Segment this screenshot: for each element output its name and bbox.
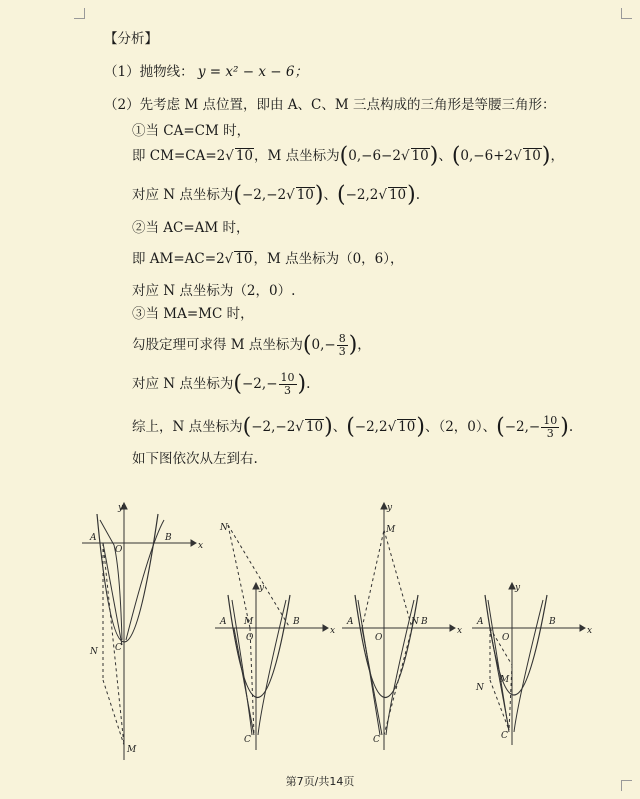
graph-4-label-c: C — [501, 731, 508, 741]
case-3-heading: ③当 MA=MC 时， — [132, 306, 254, 322]
figure-caption: 如下图依次从左到右. — [132, 451, 258, 467]
graph-3-label-x: x — [457, 626, 463, 636]
graph-2 — [215, 523, 335, 750]
graph-4-parabola — [485, 595, 547, 695]
graph-3-label-o: O — [375, 633, 383, 643]
graph-2-label-a: A — [220, 617, 227, 627]
section-header: 【分析】 — [104, 31, 158, 47]
graph-2-label-o: O — [246, 633, 254, 643]
graph-1-label-m: M — [127, 745, 137, 755]
graph-2-label-y: y — [259, 583, 265, 593]
graph-2-label-x: x — [330, 626, 336, 636]
graph-2-label-c: C — [244, 735, 251, 745]
graph-1-label-n: N — [90, 647, 98, 657]
part-2-intro: （2）先考虑 M 点位置，即由 A、C、M 三点构成的三角形是等腰三角形： — [104, 97, 556, 113]
graph-3-label-n: N — [411, 617, 419, 627]
graph-1-label-y: y — [118, 503, 124, 513]
graph-3-label-b: B — [421, 617, 428, 627]
case-1-m-coords: 即 CM=CA=2√ 10，M 点坐标为(0,−6−2√ 10)、(0,−6+2√ 10)， — [132, 143, 564, 169]
graph-1-label-b: B — [165, 533, 172, 543]
graph-4-label-a: A — [477, 617, 484, 627]
graph-3-label-m: M — [386, 525, 396, 535]
graph-4-label-n: N — [476, 683, 484, 693]
graph-1-label-a: A — [90, 533, 97, 543]
graph-4-label-b: B — [549, 617, 556, 627]
graph-2-label-n: N — [220, 523, 228, 533]
graph-1-label-c: C — [115, 643, 122, 653]
case-3-m-coords: 勾股定理可求得 M 点坐标为(0,− $\frac{8}{3}$ )， — [132, 332, 371, 358]
case-1-heading: ①当 CA=CM 时， — [132, 123, 251, 139]
graph-3-label-a: A — [347, 617, 354, 627]
graph-1-parabola — [97, 514, 158, 642]
graph-4-label-m: M — [500, 675, 510, 685]
graph-3-label-c: C — [373, 735, 380, 745]
summary-line: 综上，N 点坐标为(−2,−2√ 10)、(−2,2√ 10)、（2，0）、(−2,− $\frac{10}{3}$ ). — [132, 414, 574, 440]
page-footer: 第7页/共14页 — [285, 775, 355, 788]
case-2-n-coords: 对应 N 点坐标为（2，0）. — [132, 283, 296, 299]
graph-2-label-b: B — [293, 617, 300, 627]
case-1-n-coords: 对应 N 点坐标为(−2,−2√ 10)、(−2,2√ 10). — [132, 182, 421, 208]
graph-1-label-x: x — [198, 541, 204, 551]
graph-1-label-o: O — [115, 545, 123, 555]
graph-3 — [342, 503, 462, 750]
parabola-formula: y = x² − x − 6； — [197, 64, 308, 80]
graph-4-label-y: y — [515, 583, 521, 593]
graph-4-label-x: x — [587, 626, 593, 636]
part-1-line: （1）抛物线： y = x² − x − 6； — [104, 64, 308, 80]
graph-4 — [472, 583, 592, 745]
graph-2-line-ac — [234, 628, 254, 735]
graph-4-label-o: O — [502, 633, 510, 643]
case-3-n-coords: 对应 N 点坐标为(−2,− $\frac{10}{3}$ ). — [132, 371, 311, 397]
case-2-m-coords: 即 AM=AC=2√ 10，M 点坐标为（0，6）， — [132, 251, 404, 267]
graph-3-label-y: y — [387, 503, 393, 513]
graph-3-line-ac — [362, 628, 382, 735]
graph-1 — [82, 503, 203, 760]
graph-1-line-ac — [103, 543, 122, 645]
graph-3-parabola — [355, 595, 418, 698]
case-2-heading: ②当 AC=AM 时， — [132, 220, 250, 236]
graph-2-label-m: M — [244, 617, 254, 627]
